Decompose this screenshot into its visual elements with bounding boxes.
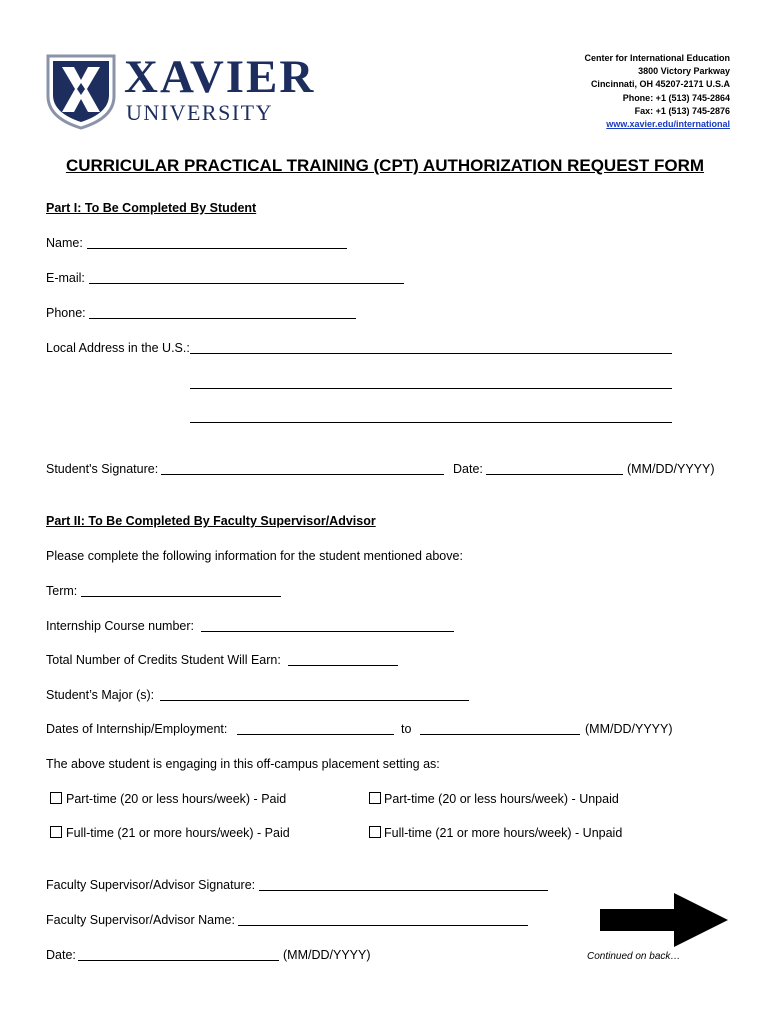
end-date-field[interactable] bbox=[420, 734, 580, 735]
course-number-label: Internship Course number: bbox=[46, 619, 194, 633]
full-time-unpaid-label: Full-time (21 or more hours/week) - Unpaid bbox=[384, 826, 623, 840]
student-date-format: (MM/DD/YYYY) bbox=[627, 462, 715, 476]
part-time-unpaid-label: Part-time (20 or less hours/week) - Unpaid bbox=[384, 792, 619, 806]
supervisor-date-format: (MM/DD/YYYY) bbox=[283, 948, 371, 962]
student-signature-field[interactable] bbox=[161, 474, 444, 475]
dates-label: Dates of Internship/Employment: bbox=[46, 722, 228, 736]
form-title: CURRICULAR PRACTICAL TRAINING (CPT) AUTHORIZATION REQUEST FORM bbox=[65, 156, 705, 175]
address-label: Local Address in the U.S.: bbox=[46, 341, 190, 355]
logo-xavier-text: XAVIER bbox=[124, 51, 316, 103]
contact-line: Phone: +1 (513) 745-2864 bbox=[622, 92, 730, 103]
full-time-paid-checkbox[interactable] bbox=[50, 826, 62, 838]
part-time-paid-checkbox[interactable] bbox=[50, 792, 62, 804]
dates-format: (MM/DD/YYYY) bbox=[585, 722, 673, 736]
full-time-paid-label: Full-time (21 or more hours/week) - Paid bbox=[66, 826, 290, 840]
name-label: Name: bbox=[46, 236, 83, 250]
term-label: Term: bbox=[46, 584, 78, 598]
course-number-field[interactable] bbox=[201, 631, 454, 632]
supervisor-signature-field[interactable] bbox=[259, 890, 548, 891]
logo-university-text: UNIVERSITY bbox=[126, 100, 273, 125]
contact-line: 3800 Victory Parkway bbox=[638, 66, 730, 77]
address-field-line-2[interactable] bbox=[190, 388, 672, 389]
student-date-field[interactable] bbox=[486, 474, 623, 475]
phone-label: Phone: bbox=[46, 306, 86, 320]
major-label: Student’s Major (s): bbox=[46, 688, 155, 702]
credits-field[interactable] bbox=[288, 665, 398, 666]
full-time-unpaid-checkbox[interactable] bbox=[369, 826, 381, 838]
part2-heading: Part II: To Be Completed By Faculty Supervisor/Advisor bbox=[46, 514, 376, 528]
arrow-right-icon bbox=[598, 891, 730, 949]
address-field-line-3[interactable] bbox=[190, 422, 672, 423]
contact-line: Center for International Education bbox=[584, 53, 730, 63]
continued-note: Continued on back… bbox=[587, 951, 681, 962]
email-field[interactable] bbox=[89, 283, 404, 284]
address-field-line-1[interactable] bbox=[190, 353, 672, 354]
dates-to-label: to bbox=[401, 722, 412, 736]
credits-label: Total Number of Credits Student Will Earn: bbox=[46, 653, 281, 667]
supervisor-date-label: Date: bbox=[46, 948, 76, 962]
supervisor-name-label: Faculty Supervisor/Advisor Name: bbox=[46, 913, 235, 927]
supervisor-date-field[interactable] bbox=[78, 960, 279, 961]
part1-heading: Part I: To Be Completed By Student bbox=[46, 201, 257, 215]
part-time-paid-label: Part-time (20 or less hours/week) - Paid bbox=[66, 792, 287, 806]
part-time-unpaid-checkbox[interactable] bbox=[369, 792, 381, 804]
supervisor-signature-label: Faculty Supervisor/Advisor Signature: bbox=[46, 878, 256, 892]
phone-field[interactable] bbox=[89, 318, 356, 319]
part2-intro: Please complete the following information for the student mentioned above: bbox=[46, 549, 463, 563]
major-field[interactable] bbox=[160, 700, 469, 701]
contact-line: Fax: +1 (513) 745-2876 bbox=[634, 105, 730, 116]
start-date-field[interactable] bbox=[237, 734, 394, 735]
term-field[interactable] bbox=[81, 596, 281, 597]
contact-block bbox=[584, 52, 730, 131]
supervisor-name-field[interactable] bbox=[238, 925, 528, 926]
contact-line: Cincinnati, OH 45207-2171 U.S.A bbox=[590, 79, 730, 90]
xavier-shield-logo bbox=[44, 52, 118, 130]
student-date-label: Date: bbox=[453, 462, 483, 476]
name-field[interactable] bbox=[87, 248, 347, 249]
placement-label: The above student is engaging in this off-campus placement setting as: bbox=[46, 757, 440, 771]
email-label: E-mail: bbox=[46, 271, 85, 285]
student-signature-label: Student's Signature: bbox=[46, 462, 159, 476]
website-link[interactable]: www.xavier.edu/international bbox=[606, 119, 730, 130]
